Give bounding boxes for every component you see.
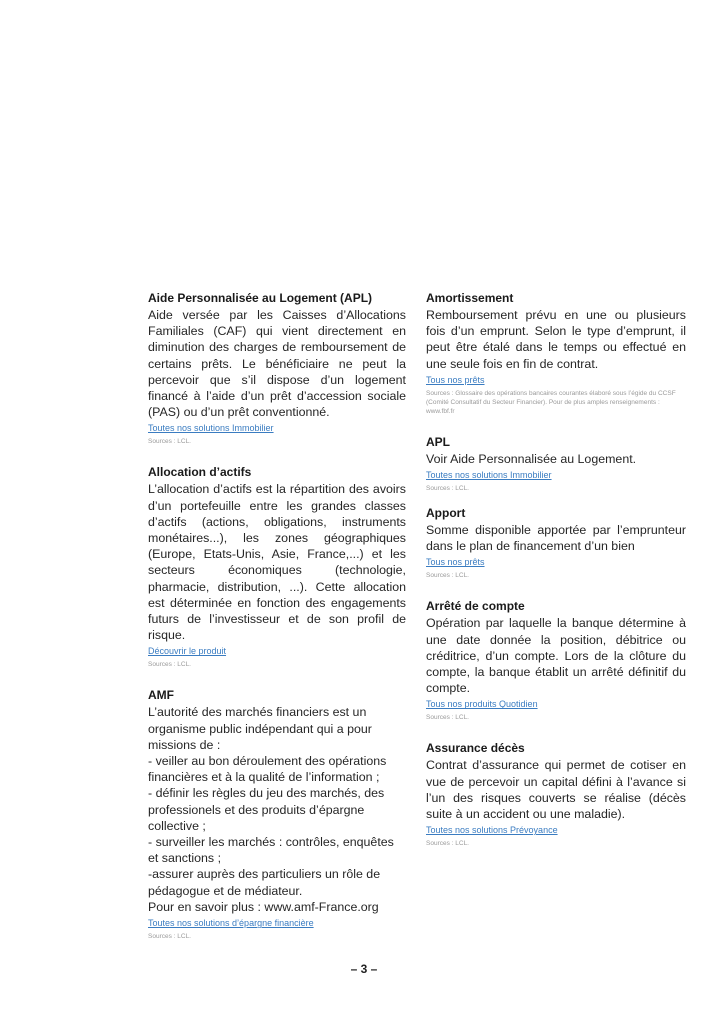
entry-source: Sources : LCL. (426, 714, 469, 722)
entry-link[interactable]: Toutes nos solutions Prévoyance (426, 825, 558, 836)
entry-definition: Somme disponible apportée par l’emprunteur dans le plan de financement d’un bien (426, 523, 686, 554)
entry-definition: Aide versée par les Caisses d’Allocations Familiales (CAF) qui vient directement en diminution des charges de remboursement de certains prêts. Le bénéficiaire ne peut la percevoir que s’il dispose d’un logement financé à l’aide d’un prêt d’accession sociale (PAS) ou d’un prêt conventionné. (148, 308, 406, 420)
right-column (426, 290, 686, 866)
glossary-entry (148, 290, 406, 446)
entry-source: Sources : Glossaire des opérations bancaires courantes élaboré sous l’égide du CCSF (Comité Consultatif du Secteur Financier). Pour de plus amples renseignements : www.fbf.fr (426, 389, 676, 415)
entry-definition: Voir Aide Personnalisée au Logement. (426, 451, 637, 466)
entry-source: Sources : LCL. (148, 661, 191, 669)
entry-definition: L’allocation d’actifs est la répartition des avoirs d’un portefeuille entre les grandes classes d’actifs (actions, obligations, instruments monétaires...), les zones géographiques (Europe, Etats-Unis, Asie, France,...) et les secteurs économiques (technologie, pharmacie, distribution, ...). Cette allocation est déterminée en fonction des engagements futurs de l’investisseur et de son profil de risque. (148, 482, 406, 643)
entry-definition: L’autorité des marchés financiers est un organisme public indépendant qui a pour missions de : - veiller au bon déroulement des opérations financières et à la qualité de l’information ; - définir les règles du jeu des marchés, des professionels et des produits d’épargne collective ; - surveiller les marchés : contrôles, enquêtes et sanctions ; -assurer auprès des particuliers un rôle de pédagogue et de médiateur. Pour en savoir plus : www.amf-France.org (148, 705, 394, 914)
entry-term: Assurance décès (426, 741, 525, 756)
entry-link[interactable]: Toutes nos solutions d’épargne financière (148, 918, 314, 929)
glossary-entry (148, 464, 406, 669)
glossary-entry (426, 598, 686, 722)
entry-term: Allocation d’actifs (148, 465, 252, 480)
glossary-entry (426, 434, 686, 493)
entry-term: Amortissement (426, 291, 514, 305)
glossary-entry (426, 505, 686, 580)
entry-source: Sources : LCL. (426, 485, 469, 493)
entry-link[interactable]: Tous nos produits Quotidien (426, 699, 538, 710)
entry-term: Arrêté de compte (426, 599, 525, 614)
entry-term: Aide Personnalisée au Logement (APL) (148, 291, 373, 305)
entry-definition: Remboursement prévu en une ou plusieurs fois d’un emprunt. Selon le type d’emprunt, il peut être étalé dans le temps ou effectué en une seule fois en fin de contrat. (426, 308, 686, 371)
entry-term: AMF (148, 688, 174, 703)
entry-definition: Contrat d’assurance qui permet de cotiser en vue de percevoir un capital défini à l’avance si l’un des risques couverts se réalise (décès suite à un accident ou une maladie). (426, 758, 686, 822)
entry-source: Sources : LCL. (148, 438, 191, 446)
entry-definition: Opération par laquelle la banque détermine à une date donnée la position, débitrice ou créditrice, d’un compte. Lors de la clôture du compte, la banque établit un arrêté définitif du compte. (426, 616, 686, 696)
entry-term: APL (426, 434, 450, 449)
entry-link[interactable]: Toutes nos solutions Immobilier (426, 470, 552, 481)
glossary-entry (426, 740, 686, 848)
entry-link[interactable]: Découvrir le produit (148, 646, 227, 657)
entry-source: Sources : LCL. (426, 840, 469, 848)
glossary-entry (426, 290, 686, 416)
left-column (148, 290, 406, 959)
entry-link[interactable]: Toutes nos solutions Immobilier (148, 423, 274, 434)
entry-source: Sources : LCL. (148, 933, 191, 941)
page-number: – 3 – (350, 962, 378, 976)
entry-link[interactable]: Tous nos prêts (426, 557, 485, 568)
entry-source: Sources : LCL. (426, 572, 469, 580)
entry-link[interactable]: Tous nos prêts (426, 374, 485, 385)
entry-term: Apport (426, 506, 466, 521)
glossary-entry (148, 687, 406, 941)
